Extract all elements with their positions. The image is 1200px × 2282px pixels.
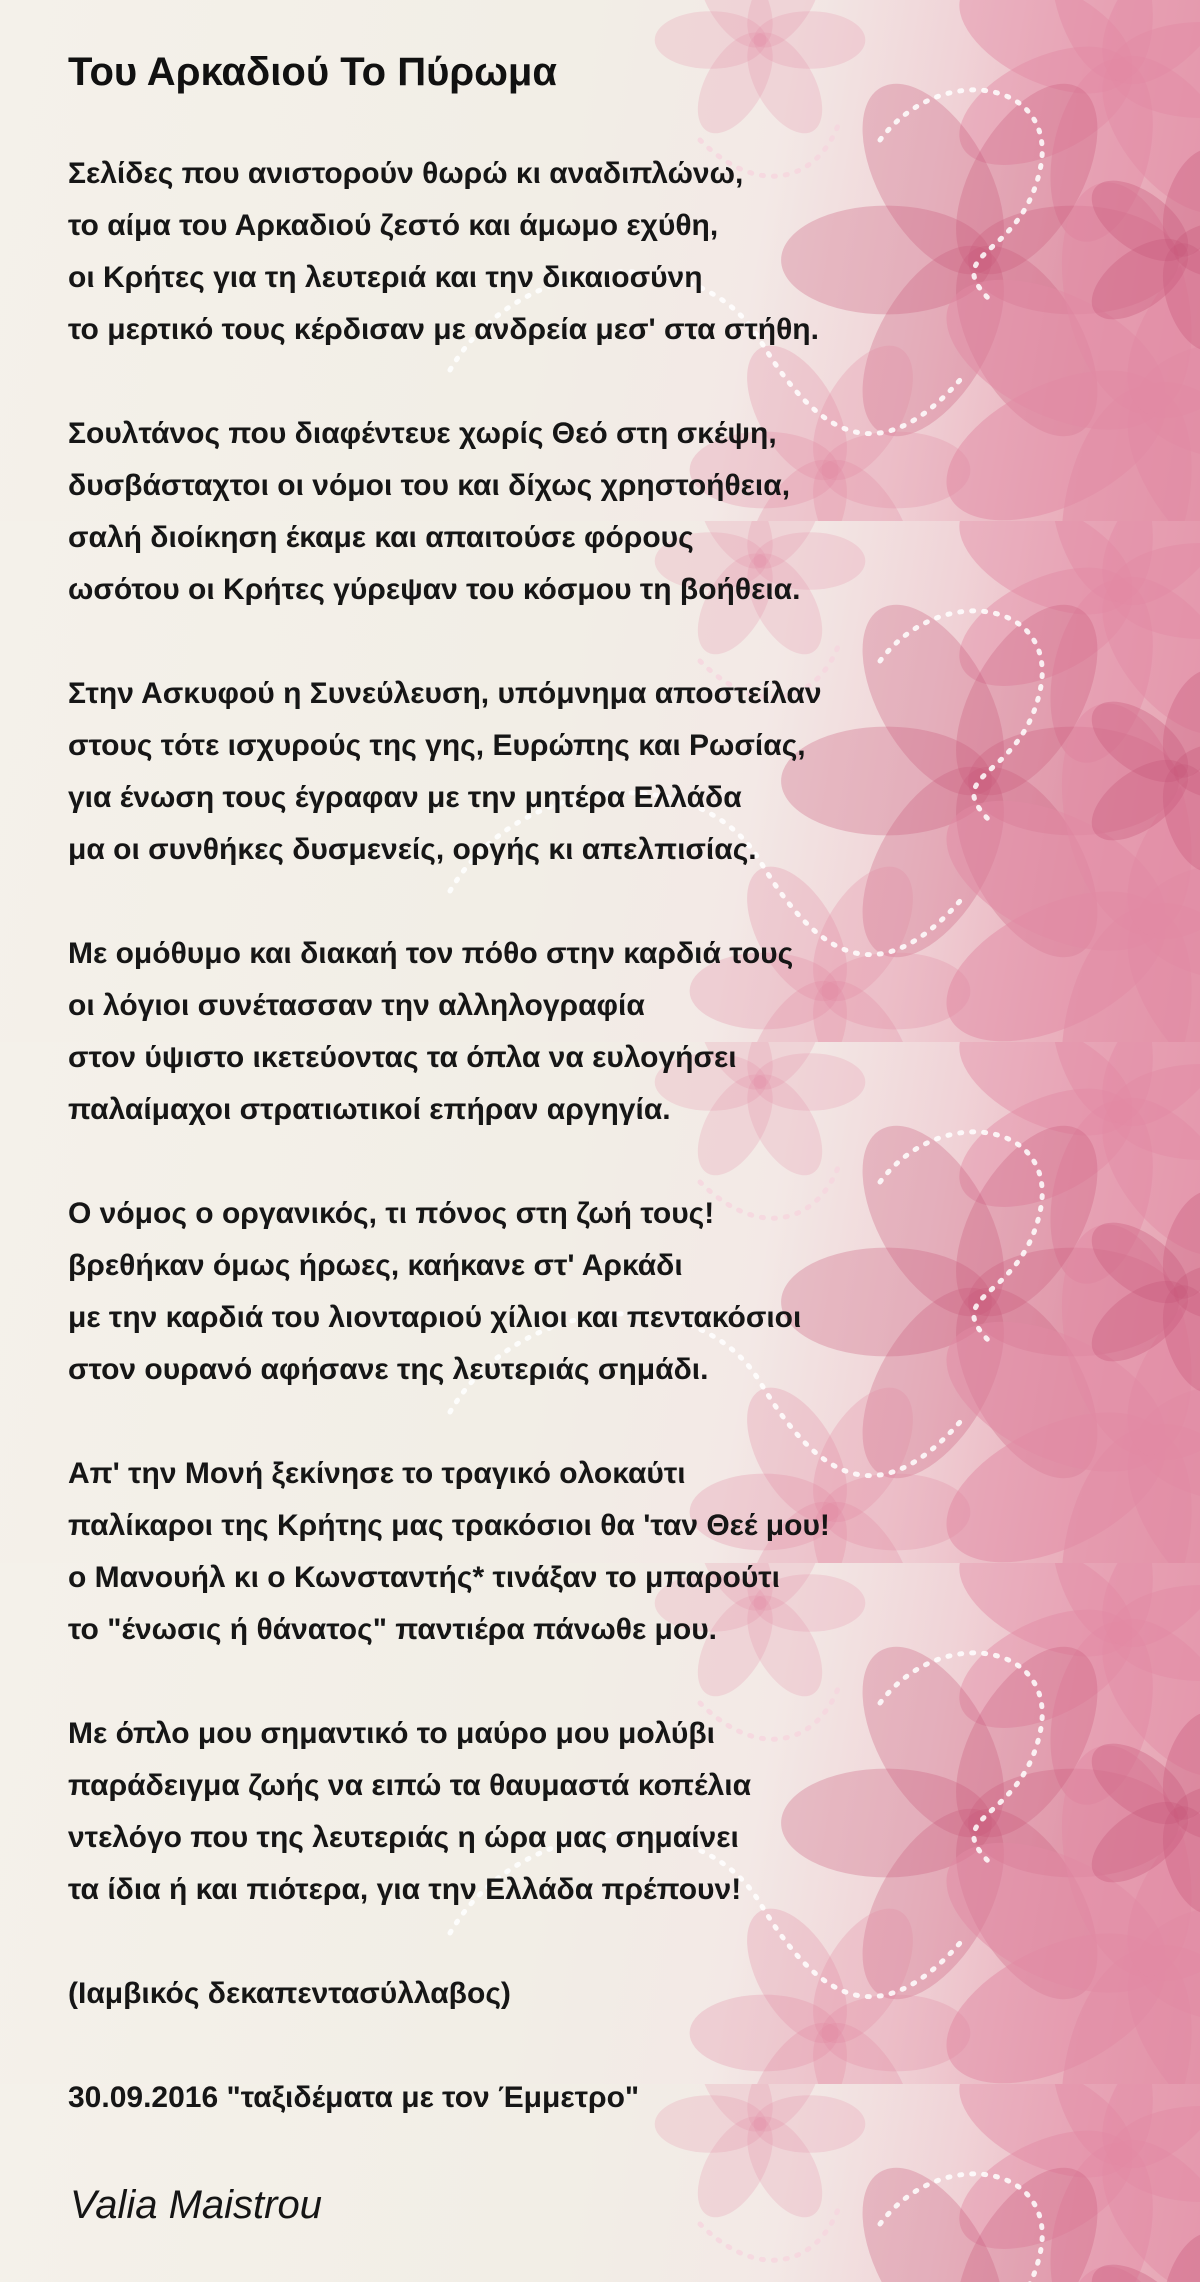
poem-line: παλίκαροι της Κρήτης μας τρακόσιοι θα 'ταν Θεέ μου! <box>68 1509 830 1542</box>
poem-line: Σουλτάνος που διαφέντευε χωρίς Θεό στη σκέψη, <box>68 417 777 450</box>
poem-line: στον ουρανό αφήσανε της λευτεριάς σημάδι. <box>68 1353 709 1386</box>
poem-line: παλαίμαχοι στρατιωτικοί επήραν αργηγία. <box>68 1093 671 1126</box>
author-signature: Valia Maistrou <box>70 2183 322 2227</box>
date-note: 30.09.2016 "ταξιδέματα με τον Έμμετρο" <box>68 2081 640 2114</box>
meter-note: (Ιαμβικός δεκαπεντασύλλαβος) <box>68 1977 511 2010</box>
poem-line: βρεθήκαν όμως ήρωες, καήκανε στ' Αρκάδι <box>68 1249 683 1282</box>
poem-line: οι Κρήτες για τη λευτεριά και την δικαιοσύνη <box>68 261 703 294</box>
poem-line: Σελίδες που ανιστορούν θωρώ κι αναδιπλώνω, <box>68 157 744 190</box>
poem-line: για ένωση τους έγραφαν με την μητέρα Ελλάδα <box>68 781 742 814</box>
poem-line: Ο νόμος ο οργανικός, τι πόνος στη ζωή τους! <box>68 1197 715 1230</box>
poem-line: το μερτικό τους κέρδισαν με ανδρεία μεσ' στα στήθη. <box>68 313 819 346</box>
poem-line: ωσότου οι Κρήτες γύρεψαν του κόσμου τη βοήθεια. <box>68 573 801 606</box>
poem-line: οι λόγιοι συνέτασσαν την αλληλογραφία <box>68 989 645 1022</box>
poem-title: Του Αρκαδιού Το Πύρωμα <box>68 50 557 94</box>
poem-line: Με ομόθυμο και διακαή τον πόθο στην καρδιά τους <box>68 937 794 970</box>
poem-line: στους τότε ισχυρούς της γης, Ευρώπης και Ρωσίας, <box>68 729 806 762</box>
poem-line: με την καρδιά του λιονταριού χίλιοι και πεντακόσιοι <box>68 1301 802 1334</box>
poem-line: το "ένωσις ή θάνατος" παντιέρα πάνωθε μου. <box>68 1613 717 1646</box>
poem-line: Στην Ασκυφού η Συνεύλευση, υπόμνημα αποστείλαν <box>68 677 822 710</box>
poem-line: τα ίδια ή και πιότερα, για την Ελλάδα πρέπουν! <box>68 1873 742 1906</box>
poem-line: παράδειγμα ζωής να ειπώ τα θαυμαστά κοπέλια <box>68 1769 752 1802</box>
poem-line: ο Μανουήλ κι ο Κωνσταντής* τινάξαν το μπαρούτι <box>68 1561 781 1594</box>
poem-line: σαλή διοίκηση έκαμε και απαιτούσε φόρους <box>68 521 694 554</box>
poem-line: στον ύψιστο ικετεύοντας τα όπλα να ευλογήσει <box>68 1041 737 1074</box>
poem-line: το αίμα του Αρκαδιού ζεστό και άμωμο εχύθη, <box>68 209 719 242</box>
poem-line: δυσβάσταχτοι οι νόμοι του και δίχως χρηστοήθεια, <box>68 469 791 502</box>
poem-line: μα οι συνθήκες δυσμενείς, οργής κι απελπισίας. <box>68 833 757 866</box>
poem-line: ντελόγο που της λευτεριάς η ώρα μας σημαίνει <box>68 1821 739 1854</box>
poem-line: Απ' την Μονή ξεκίνησε το τραγικό ολοκαύτι <box>68 1457 686 1490</box>
poem-line: Με όπλο μου σημαντικό το μαύρο μου μολύβι <box>68 1717 715 1750</box>
